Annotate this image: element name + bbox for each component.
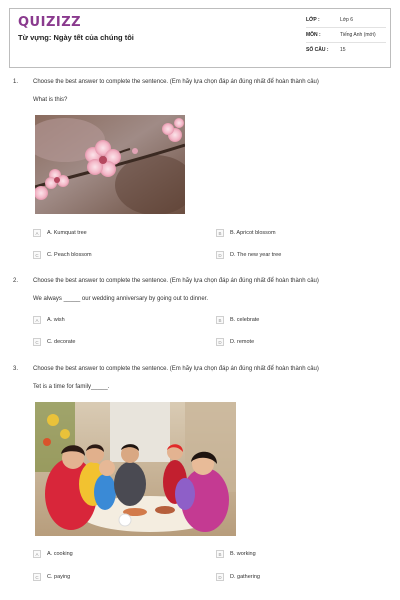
option-letter: B <box>216 550 224 558</box>
option-b[interactable] <box>216 316 259 324</box>
worksheet-header <box>9 8 391 68</box>
option-letter: C <box>33 251 41 259</box>
question-instruction: Choose the best answer to complete the sentence. (Em hãy lựa chọn đáp án đúng nhất để hoàn thành câu) <box>33 366 319 372</box>
meta-row-count <box>306 43 386 57</box>
option-text: D. The new year tree <box>230 252 282 258</box>
option-b[interactable] <box>216 229 276 237</box>
option-text: B. Apricot blossom <box>230 230 276 236</box>
meta-label: MÔN : <box>306 32 321 38</box>
question-number: 2. <box>13 278 19 284</box>
option-d[interactable] <box>216 573 260 581</box>
question-2 <box>13 278 383 358</box>
option-letter: A <box>33 550 41 558</box>
meta-label: SỐ CÂU : <box>306 47 329 53</box>
quizizz-logo: QUIZIZZ <box>18 15 82 30</box>
question-text: What is this? <box>33 97 68 103</box>
option-c[interactable] <box>33 251 92 259</box>
option-d[interactable] <box>216 251 281 259</box>
option-letter: D <box>216 251 224 259</box>
option-a[interactable] <box>33 316 65 324</box>
meta-value: 15 <box>340 47 346 53</box>
option-b[interactable] <box>216 550 256 558</box>
option-letter: A <box>33 316 41 324</box>
option-text: C. Peach blossom <box>47 252 92 258</box>
option-a[interactable] <box>33 550 73 558</box>
option-letter: D <box>216 573 224 581</box>
option-a[interactable] <box>33 229 87 237</box>
question-text: We always _____ our wedding anniversary by going out to dinner. <box>33 296 208 302</box>
option-letter: D <box>216 338 224 346</box>
family-gathering-image <box>35 402 236 536</box>
option-letter: B <box>216 229 224 237</box>
meta-table <box>306 13 386 57</box>
question-3 <box>13 366 383 596</box>
quiz-title: Từ vựng: Ngày tết của chúng tôi <box>18 33 134 42</box>
option-text: A. wish <box>47 317 65 323</box>
option-letter: A <box>33 229 41 237</box>
question-number: 3. <box>13 366 19 372</box>
question-text: Tet is a time for family_____. <box>33 384 110 390</box>
peach-blossom-image <box>35 115 185 214</box>
option-text: B. working <box>230 551 256 557</box>
question-instruction: Choose the best answer to complete the sentence. (Em hãy lựa chọn đáp án đúng nhất để hoàn thành câu) <box>33 79 319 85</box>
option-text: C. paying <box>47 574 71 580</box>
question-number: 1. <box>13 79 19 85</box>
option-letter: C <box>33 573 41 581</box>
option-text: A. Kumquat tree <box>47 230 87 236</box>
meta-row-subject <box>306 28 386 43</box>
option-d[interactable] <box>216 338 254 346</box>
meta-row-grade <box>306 13 386 28</box>
option-text: C. decorate <box>47 339 76 345</box>
option-c[interactable] <box>33 338 75 346</box>
option-c[interactable] <box>33 573 70 581</box>
family-gathering-photo <box>35 402 236 536</box>
option-text: B. celebrate <box>230 317 260 323</box>
question-instruction: Choose the best answer to complete the sentence. (Em hãy lựa chọn đáp án đúng nhất để hoàn thành câu) <box>33 278 319 284</box>
peach-blossom-photo <box>35 115 185 214</box>
option-text: D. remote <box>230 339 255 345</box>
meta-label: LỚP : <box>306 17 320 23</box>
meta-value: Lớp 6 <box>340 17 354 23</box>
option-text: D. gathering <box>230 574 260 580</box>
option-letter: B <box>216 316 224 324</box>
option-letter: C <box>33 338 41 346</box>
option-text: A. cooking <box>47 551 73 557</box>
question-1 <box>13 79 383 269</box>
meta-value: Tiếng Anh (mới) <box>340 32 376 38</box>
